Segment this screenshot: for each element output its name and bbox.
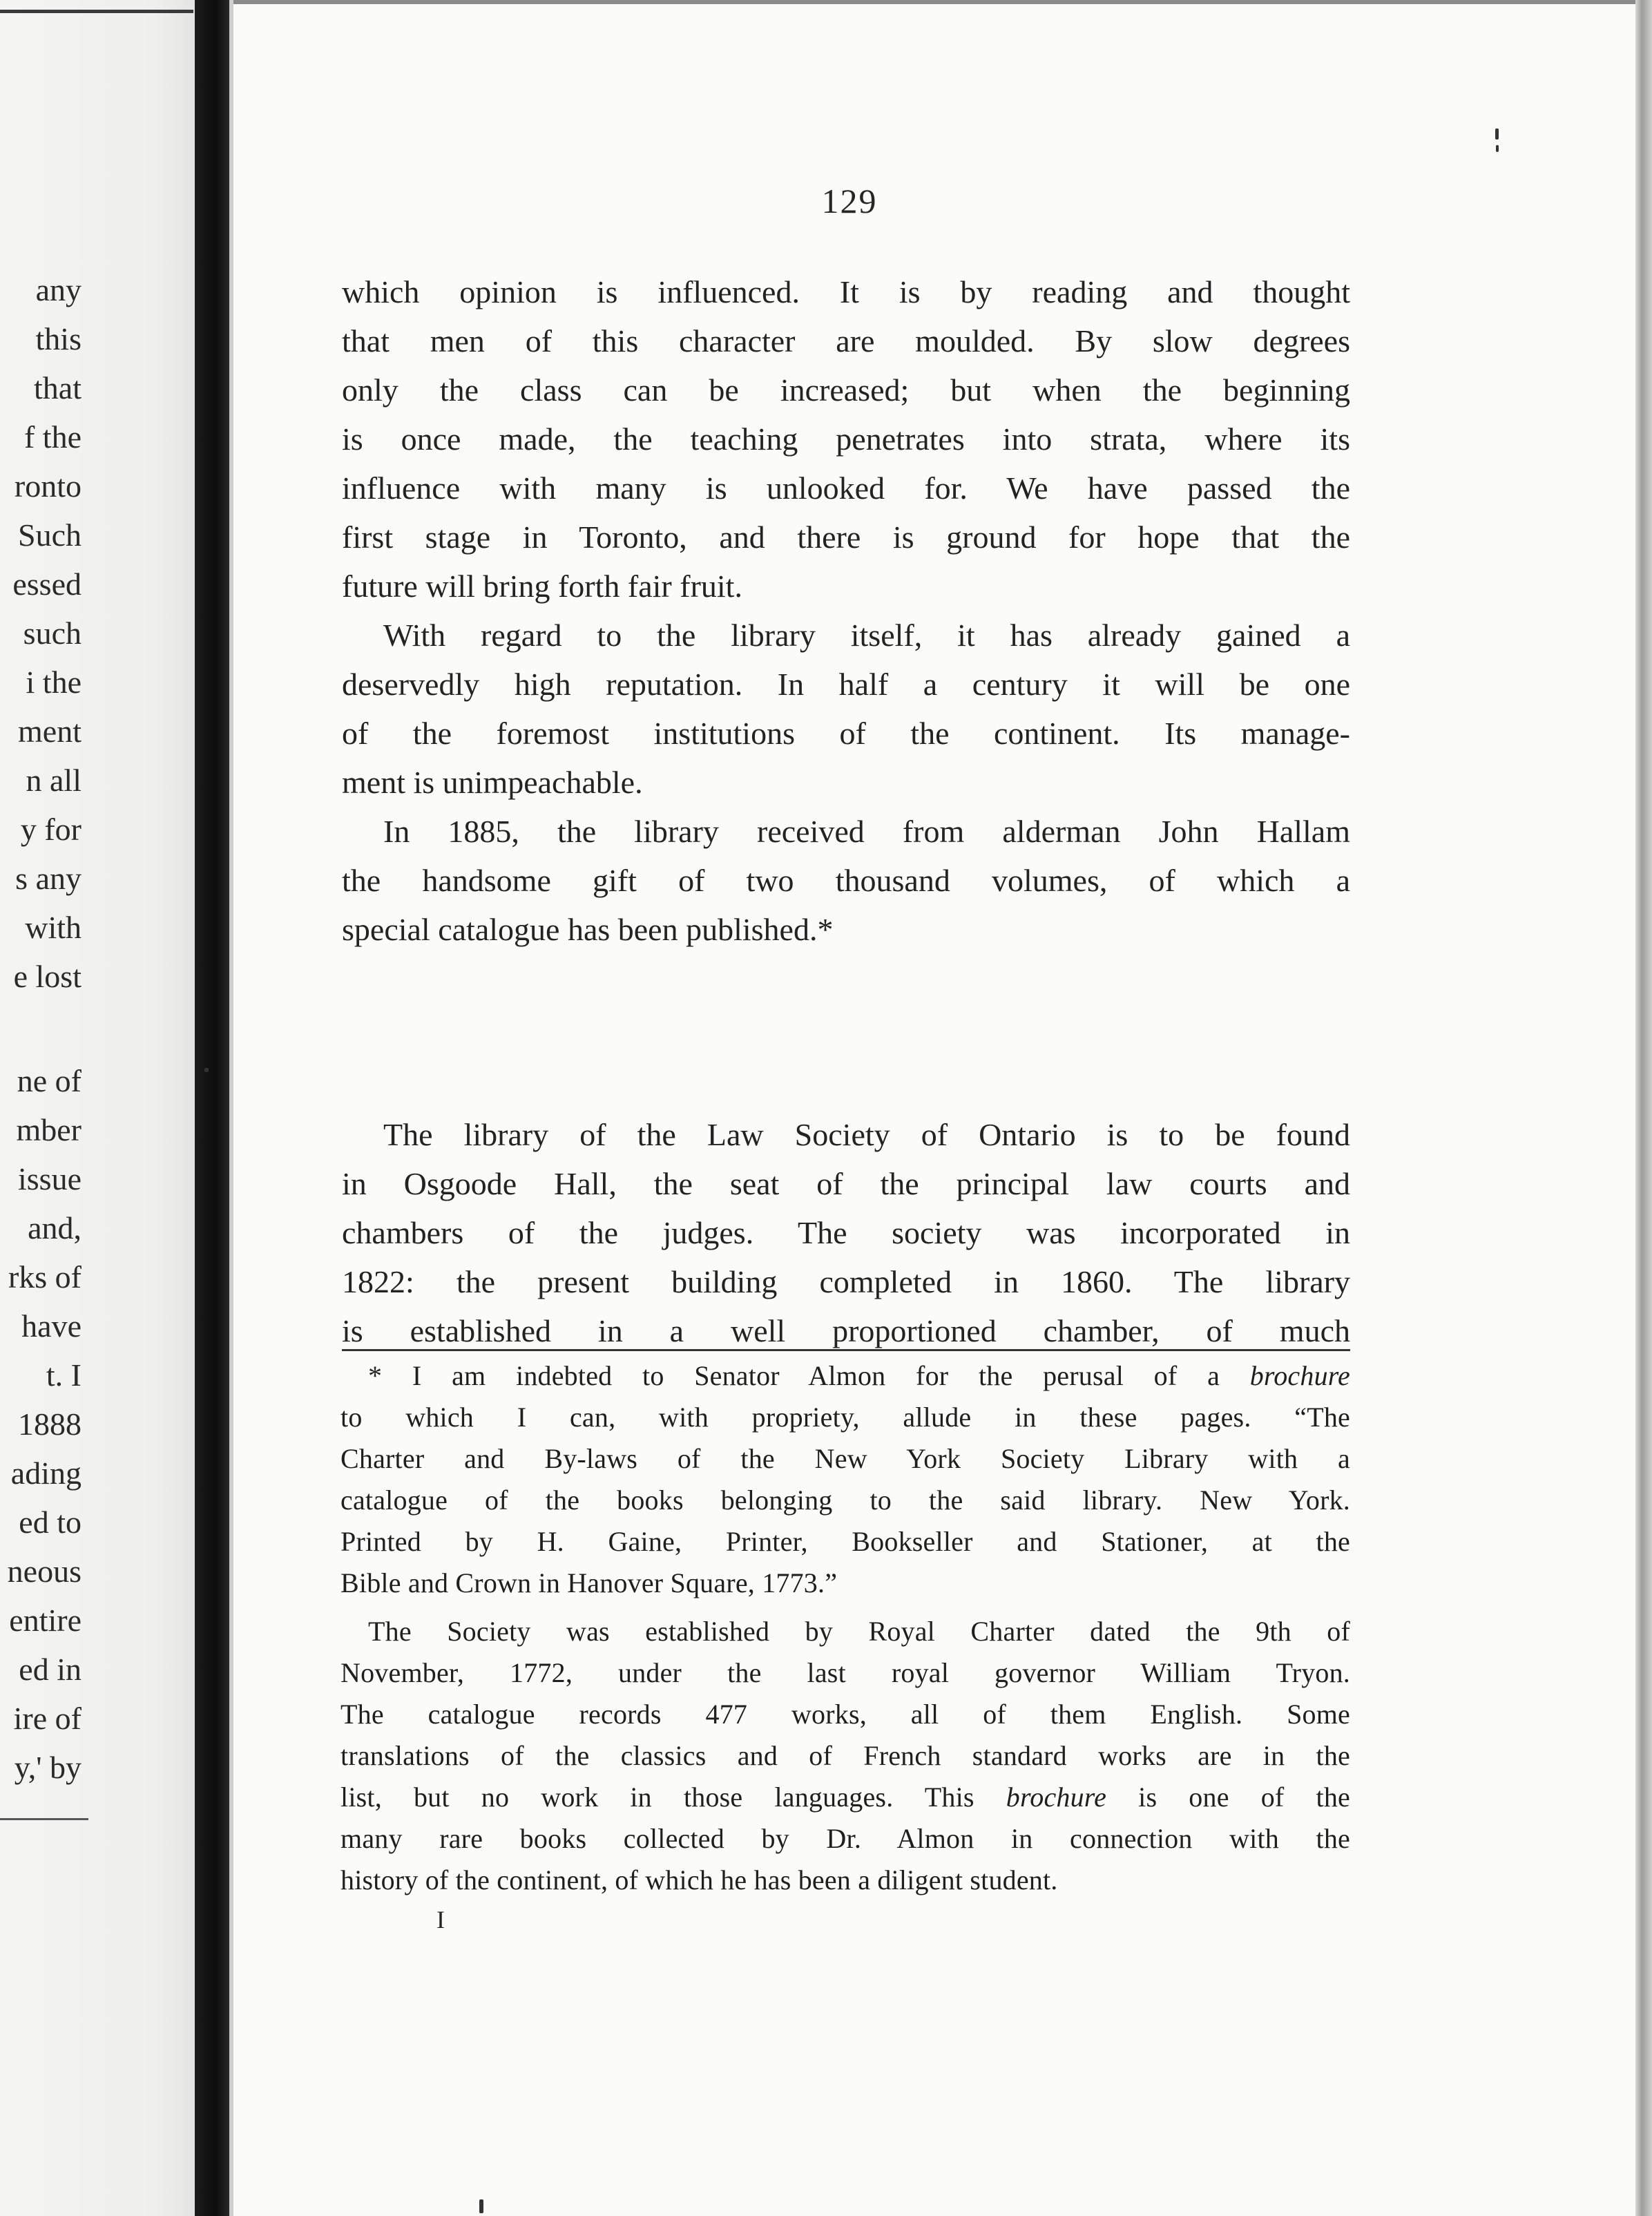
previous-page-footnote-rule [0, 1818, 88, 1820]
scan-speck [1496, 145, 1499, 152]
previous-page-line: this [35, 321, 81, 356]
previous-page-line: ed to [19, 1505, 81, 1540]
previous-page-line: ne of [17, 1063, 81, 1098]
previous-page-line: any [35, 272, 81, 307]
footnote-line: Bible and Crown in Hanover Square, 1773.” [340, 1567, 838, 1598]
footnote-line: Printed by H. Gaine, Printer, Bookseller and Stationer, at the [340, 1526, 1350, 1557]
previous-page-line: ed in [19, 1652, 81, 1687]
paragraph-library-reputation [342, 611, 1350, 807]
scan-speck [1495, 128, 1499, 140]
previous-page-line: i the [26, 665, 81, 700]
footnote-italic: brochure [1006, 1782, 1107, 1813]
previous-page-line: with [25, 910, 81, 945]
footnote-line: history of the continent, of which he has been a diligent student. [340, 1864, 1058, 1895]
paragraph-opinion [342, 267, 1350, 611]
footnote-line: translations of the classics and of French standard works are in the [340, 1740, 1350, 1771]
previous-page-line: ment [18, 714, 81, 749]
previous-page-line: essed [12, 566, 81, 602]
footnote-gap [340, 1604, 1350, 1611]
signature-mark: I [436, 1906, 445, 1933]
previous-page-line: issue [18, 1161, 81, 1196]
text-line: The library of the Law Society of Ontario is to be found [383, 1117, 1350, 1152]
footnote-text: is one of the [1138, 1782, 1351, 1813]
previous-page-line: y,' by [14, 1750, 81, 1785]
text-line: which opinion is influenced. It is by reading and thought [342, 274, 1350, 309]
previous-page-line-endings [0, 265, 81, 1792]
footnote-line: November, 1772, under the last royal governor William Tryon. [340, 1657, 1350, 1688]
previous-page-line: f the [23, 419, 81, 455]
previous-page-line: ading [10, 1455, 81, 1491]
book-spine-shadow [195, 0, 229, 2216]
previous-page-line: rks of [8, 1259, 81, 1295]
footnote-rule [342, 1349, 1350, 1351]
footnote-society [340, 1611, 1350, 1901]
footnote-text: list, but no work in those languages. This [340, 1782, 974, 1813]
paragraph-law-society [342, 1110, 1350, 1355]
page-number: 129 [821, 182, 878, 220]
text-line: ment is unimpeachable. [342, 765, 643, 800]
text-line: deservedly high reputation. In half a century it will be one [342, 667, 1350, 702]
previous-page-fragment [0, 0, 195, 2216]
previous-page-line: y for [20, 812, 81, 847]
text-line: is established in a well proportioned chamber, of much [342, 1313, 1350, 1348]
text-line: special catalogue has been published.* [342, 912, 834, 947]
text-line: the handsome gift of two thousand volumes, of which a [342, 863, 1350, 898]
scan-speck [204, 1068, 209, 1072]
text-line: of the foremost institutions of the continent. Its manage- [342, 716, 1350, 751]
previous-page-line: and, [28, 1210, 81, 1245]
previous-page-line: have [21, 1308, 81, 1344]
text-line: first stage in Toronto, and there is ground for hope that the [342, 519, 1350, 555]
previous-page-top-rule [0, 10, 193, 13]
previous-page-line: that [34, 370, 81, 405]
scan-speck [479, 2199, 483, 2213]
text-line: influence with many is unlooked for. We have passed the [342, 470, 1350, 506]
footnote-line: to which I can, with propriety, allude in these pages. “The [340, 1402, 1350, 1433]
previous-page-line: s any [15, 861, 81, 896]
text-line: that men of this character are moulded. By slow degrees [342, 323, 1350, 359]
footnote-line [340, 1355, 1350, 1397]
footnote-line [340, 1777, 1350, 1818]
footnote-line: many rare books collected by Dr. Almon in connection with the [340, 1823, 1350, 1854]
text-line: 1822: the present building completed in 1860. The library [342, 1264, 1350, 1299]
text-line: is once made, the teaching penetrates into strata, where its [342, 421, 1350, 457]
previous-page-line: entire [9, 1603, 81, 1638]
text-line: In 1885, the library received from alderman John Hallam [383, 814, 1350, 849]
body-text [342, 267, 1350, 1355]
section-break [342, 954, 1350, 1110]
previous-page-line: 1888 [18, 1406, 81, 1442]
previous-page-line: ire of [13, 1701, 81, 1736]
text-line: chambers of the judges. The society was incorporated in [342, 1215, 1350, 1250]
text-line: future will bring forth fair fruit. [342, 569, 742, 604]
page-fore-edge [1635, 0, 1652, 2216]
previous-page-line: such [23, 615, 81, 651]
footnote-line: Charter and By-laws of the New York Society Library with a [340, 1443, 1350, 1474]
text-line: in Osgoode Hall, the seat of the principal law courts and [342, 1166, 1350, 1201]
text-line: only the class can be increased; but when the beginning [342, 372, 1350, 408]
footnote-line: The Society was established by Royal Charter dated the 9th of [368, 1616, 1350, 1647]
footnote-line: catalogue of the books belonging to the said library. New York. [340, 1484, 1350, 1516]
footnote-brochure [340, 1355, 1350, 1604]
footnote-text: * I am indebted to Senator Almon for the perusal of a [368, 1360, 1220, 1391]
footnote-italic: brochure [1249, 1360, 1351, 1391]
text-line: With regard to the library itself, it has already gained a [383, 618, 1350, 653]
previous-page-line: n all [26, 763, 81, 798]
previous-page-line: Such [18, 517, 81, 553]
previous-page-line: e lost [13, 959, 81, 994]
paragraph-hallam-gift [342, 807, 1350, 954]
footnotes [340, 1355, 1350, 1901]
footnote-line: The catalogue records 477 works, all of them English. Some [340, 1699, 1350, 1730]
previous-page-line: mber [16, 1112, 81, 1147]
previous-page-line: neous [7, 1554, 81, 1589]
previous-page-line: t. I [46, 1357, 81, 1393]
previous-page-line: ronto [14, 468, 81, 504]
previous-page-gap [0, 1001, 81, 1056]
